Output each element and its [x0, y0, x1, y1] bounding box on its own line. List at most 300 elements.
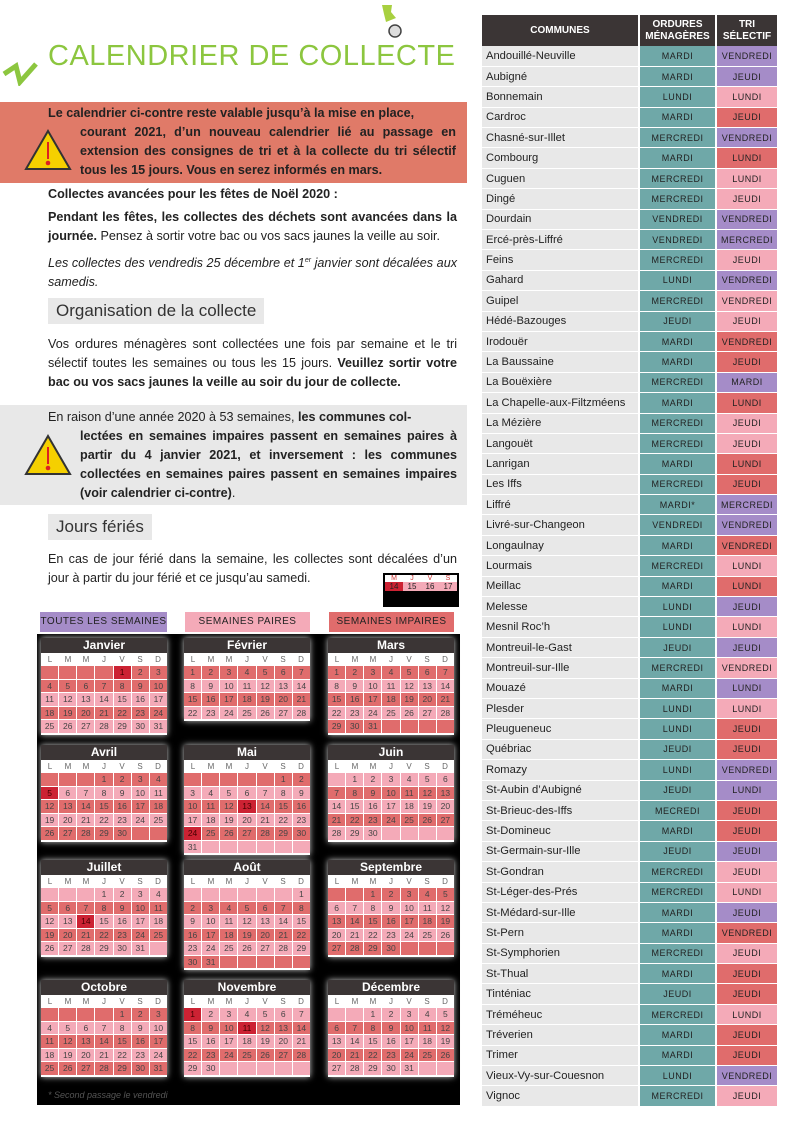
table-row: [482, 535, 778, 555]
tri-day: LUNDI: [716, 556, 778, 576]
noel-italic: [48, 251, 457, 292]
day-cell: 30: [184, 956, 201, 969]
mini-day: M: [391, 575, 397, 582]
day-cell: 6: [257, 902, 274, 915]
month-name: Juin: [328, 745, 454, 760]
day-cell: 11: [419, 1022, 436, 1035]
day-cell: 14: [95, 693, 112, 706]
day-cell: 30: [114, 827, 131, 840]
day-cell: 19: [41, 929, 58, 942]
day-cell: 26: [257, 1049, 274, 1062]
day-cell: 21: [95, 707, 112, 720]
day-cell: 22: [364, 929, 381, 942]
day-header: M: [207, 997, 215, 1006]
day-cell: 9: [132, 1022, 149, 1035]
table-row: [482, 454, 778, 474]
day-cell: 13: [419, 680, 436, 693]
ordures-day: MARDI: [639, 678, 716, 698]
day-cell: 10: [132, 902, 149, 915]
ordures-day: MERCREDI: [639, 862, 716, 882]
day-cell: 12: [41, 915, 58, 928]
day-cell: 26: [257, 707, 274, 720]
ordures-day: LUNDI: [639, 270, 716, 290]
day-cell: 2: [114, 773, 131, 786]
day-header: M: [351, 877, 359, 886]
day-cell: [77, 1008, 94, 1021]
day-cell: 9: [202, 680, 219, 693]
day-cell: 8: [364, 1022, 381, 1035]
day-cell: 3: [364, 666, 381, 679]
day-cell: 12: [41, 800, 58, 813]
day-cell: [293, 841, 310, 854]
day-header: D: [155, 997, 161, 1006]
noel-text: [48, 208, 457, 246]
day-header: S: [424, 877, 430, 886]
day-cell: 1: [346, 773, 363, 786]
day-cell: 16: [114, 915, 131, 928]
day-cell: 24: [132, 814, 149, 827]
day-cell: 9: [293, 787, 310, 800]
commune-name: Andouillé-Neuville: [482, 46, 639, 66]
day-header: M: [207, 655, 215, 664]
day-cell: [202, 888, 219, 901]
day-header: S: [280, 997, 286, 1006]
ordures-day: MERCREDI: [639, 372, 716, 392]
day-cell: 16: [184, 929, 201, 942]
ordures-day: MARDI: [639, 576, 716, 596]
day-cell: [437, 1062, 454, 1075]
day-cell: 3: [401, 1008, 418, 1021]
day-cell: [220, 956, 237, 969]
day-cell: 29: [293, 942, 310, 955]
day-cell: 21: [77, 814, 94, 827]
day-cell: 4: [238, 1008, 255, 1021]
day-cell: 28: [95, 1062, 112, 1075]
day-cell: [346, 888, 363, 901]
day-cell: [401, 827, 418, 840]
table-row: [482, 862, 778, 882]
ordures-day: MARDI: [639, 454, 716, 474]
table-row: [482, 637, 778, 657]
day-cell: 13: [257, 915, 274, 928]
commune-name: Guipel: [482, 291, 639, 311]
day-header: V: [119, 997, 125, 1006]
table-row: [482, 1025, 778, 1045]
day-cell: 28: [346, 942, 363, 955]
day-cell: 18: [401, 800, 418, 813]
day-cell: 19: [59, 707, 76, 720]
month-name: Février: [184, 638, 310, 653]
day-cell: 28: [77, 942, 94, 955]
day-header: L: [47, 762, 53, 771]
day-cell: 12: [437, 1022, 454, 1035]
ordures-day: JEUDI: [639, 739, 716, 759]
day-cell: 16: [382, 915, 399, 928]
day-cell: 22: [114, 1049, 131, 1062]
day-cell: 19: [238, 929, 255, 942]
day-header: S: [424, 655, 430, 664]
day-cell: 30: [364, 827, 381, 840]
ordures-day: VENDREDI: [639, 230, 716, 250]
day-cell: 28: [275, 942, 292, 955]
table-row: [482, 576, 778, 596]
table-row: [482, 902, 778, 922]
day-cell: 21: [77, 929, 94, 942]
tri-day: JEUDI: [716, 352, 778, 372]
day-cell: 29: [114, 1062, 131, 1075]
day-cell: 8: [184, 1022, 201, 1035]
ordures-day: MERCREDI: [639, 189, 716, 209]
table-row: [482, 107, 778, 127]
day-cell: 10: [382, 787, 399, 800]
day-header: V: [262, 877, 268, 886]
day-header: L: [47, 655, 53, 664]
day-cell: 22: [95, 929, 112, 942]
day-cell: [77, 666, 94, 679]
day-cell: [293, 956, 310, 969]
day-header: J: [245, 655, 249, 664]
day-cell: 19: [257, 693, 274, 706]
day-header: L: [47, 997, 53, 1006]
day-cell: 5: [257, 1008, 274, 1021]
day-cell: 11: [419, 902, 436, 915]
day-cell: 6: [238, 787, 255, 800]
table-row: [482, 943, 778, 963]
commune-name: La Baussaine: [482, 352, 639, 372]
day-cell: [95, 1008, 112, 1021]
day-cell: 25: [202, 827, 219, 840]
day-header: J: [245, 877, 249, 886]
tri-day: LUNDI: [716, 780, 778, 800]
tri-day: JEUDI: [716, 311, 778, 331]
noel-heading: Collectes avancées pour les fêtes de Noël 2020 :: [48, 187, 338, 201]
day-cell: 6: [328, 1022, 345, 1035]
commune-name: St-Germain-sur-Ille: [482, 841, 639, 861]
table-row: [482, 168, 778, 188]
month-name: Avril: [41, 745, 167, 760]
day-cell: 27: [59, 827, 76, 840]
day-cell: 23: [114, 929, 131, 942]
day-header: L: [190, 997, 196, 1006]
day-cell: 21: [328, 814, 345, 827]
day-cell: 26: [437, 1049, 454, 1062]
ordures-day: LUNDI: [639, 719, 716, 739]
tri-day: LUNDI: [716, 699, 778, 719]
ordures-day: MARDI*: [639, 495, 716, 515]
day-cell: 17: [382, 800, 399, 813]
day-cell: 3: [220, 666, 237, 679]
mini-num: 17: [439, 582, 457, 591]
day-cell: [275, 1062, 292, 1075]
month-0: [41, 638, 167, 735]
commune-name: Combourg: [482, 148, 639, 168]
tri-day: JEUDI: [716, 800, 778, 820]
day-cell: 30: [293, 827, 310, 840]
day-cell: 3: [382, 773, 399, 786]
tri-day: LUNDI: [716, 1004, 778, 1024]
ordures-day: JEUDI: [639, 637, 716, 657]
commune-name: St-Domineuc: [482, 821, 639, 841]
organisation-normal: Vos ordures ménagères sont collectées une fois par semaine et le tri sélectif toutes les semaines ou tous les 15 jours.: [48, 337, 457, 370]
day-cell: 10: [364, 680, 381, 693]
day-cell: 21: [95, 1049, 112, 1062]
day-cell: 20: [275, 1035, 292, 1048]
warning-text-first: Le calendrier ci-contre reste valable jusqu’à la mise en place,: [48, 106, 415, 120]
table-row: [482, 617, 778, 637]
feries-text: En cas de jour férié dans la semaine, les collectes sont décalées d’un jour à partir du jour férié et ce jusqu’au samedi.: [48, 552, 457, 585]
day-header: L: [47, 877, 53, 886]
day-cell: 23: [132, 1049, 149, 1062]
day-cell: 25: [41, 720, 58, 733]
day-cell: 23: [114, 814, 131, 827]
tri-day: LUNDI: [716, 87, 778, 107]
day-cell: [275, 888, 292, 901]
table-row: [482, 413, 778, 433]
ordures-day: MERCREDI: [639, 128, 716, 148]
day-cell: 17: [220, 693, 237, 706]
day-cell: 12: [59, 693, 76, 706]
day-cell: 4: [41, 680, 58, 693]
day-cell: [220, 1062, 237, 1075]
day-cell: 2: [202, 666, 219, 679]
month-name: Novembre: [184, 980, 310, 995]
day-header: V: [262, 762, 268, 771]
day-cell: 27: [77, 720, 94, 733]
day-cell: 22: [95, 814, 112, 827]
day-cell: 7: [437, 666, 454, 679]
ordures-day: JEUDI: [639, 780, 716, 800]
day-cell: 14: [275, 915, 292, 928]
day-cell: 13: [437, 787, 454, 800]
table-row: [482, 1045, 778, 1065]
day-cell: 20: [59, 929, 76, 942]
month-7: [184, 860, 310, 970]
day-cell: 1: [184, 1008, 201, 1021]
day-cell: 24: [401, 929, 418, 942]
mini-num: 16: [421, 582, 439, 591]
tri-day: JEUDI: [716, 719, 778, 739]
day-cell: 22: [328, 707, 345, 720]
ordures-day: MERCREDI: [639, 943, 716, 963]
tri-day: VENDREDI: [716, 658, 778, 678]
section-organisation-heading: Organisation de la collecte: [48, 298, 264, 324]
commune-name: Romazy: [482, 760, 639, 780]
commune-name: Dourdain: [482, 209, 639, 229]
ordures-day: MARDI: [639, 1045, 716, 1065]
day-cell: 28: [77, 827, 94, 840]
day-cell: 25: [419, 1049, 436, 1062]
day-cell: 26: [59, 1062, 76, 1075]
day-cell: 28: [437, 707, 454, 720]
day-cell: 9: [184, 915, 201, 928]
tri-day: MERCREDI: [716, 230, 778, 250]
ordures-day: MERCREDI: [639, 474, 716, 494]
day-cell: 22: [184, 707, 201, 720]
day-cell: 4: [41, 1022, 58, 1035]
day-cell: 29: [364, 1062, 381, 1075]
day-cell: 3: [184, 787, 201, 800]
day-cell: [401, 942, 418, 955]
day-cell: [77, 773, 94, 786]
day-header: J: [245, 762, 249, 771]
day-cell: 9: [346, 680, 363, 693]
day-header: V: [406, 997, 412, 1006]
commune-name: St-Médard-sur-Ille: [482, 902, 639, 922]
table-row: [482, 372, 778, 392]
day-cell: 31: [150, 720, 167, 733]
table-row: [482, 250, 778, 270]
noel-italic-a: Les collectes des vendredis 25 décembre et 1: [48, 256, 305, 271]
commune-name: Lourmais: [482, 556, 639, 576]
tri-day: LUNDI: [716, 454, 778, 474]
day-cell: 9: [364, 787, 381, 800]
day-cell: 27: [328, 1062, 345, 1075]
day-cell: 20: [238, 814, 255, 827]
ordures-day: LUNDI: [639, 699, 716, 719]
day-cell: 2: [382, 888, 399, 901]
day-cell: 1: [364, 888, 381, 901]
day-header: J: [389, 877, 393, 886]
table-row: [482, 780, 778, 800]
day-cell: 10: [150, 680, 167, 693]
day-header: V: [262, 997, 268, 1006]
day-cell: [184, 773, 201, 786]
day-cell: 4: [238, 666, 255, 679]
day-cell: 24: [220, 707, 237, 720]
pushpin-icon: [378, 2, 408, 40]
month-name: Août: [184, 860, 310, 875]
day-header: S: [280, 655, 286, 664]
day-header: D: [155, 762, 161, 771]
table-row: [482, 209, 778, 229]
noel-sup: er: [304, 257, 312, 264]
commune-name: Chasné-sur-Illet: [482, 128, 639, 148]
day-cell: 4: [382, 666, 399, 679]
day-cell: 22: [275, 814, 292, 827]
day-header: L: [334, 762, 340, 771]
day-header: M: [225, 877, 233, 886]
month-name: Octobre: [41, 980, 167, 995]
day-cell: 21: [275, 929, 292, 942]
day-cell: [293, 1062, 310, 1075]
day-header: M: [351, 997, 359, 1006]
commune-name: Lanrigan: [482, 454, 639, 474]
ordures-day: MARDI: [639, 66, 716, 86]
day-cell: 20: [77, 707, 94, 720]
day-cell: 1: [95, 888, 112, 901]
warning2-normal: En raison d’une année 2020 à 53 semaines,: [48, 410, 298, 424]
day-cell: 22: [364, 1049, 381, 1062]
day-cell: [95, 666, 112, 679]
day-cell: 2: [364, 773, 381, 786]
organisation-bold: Veuillez sortir votre bac ou vos sacs jaunes la veille au soir du jour de collecte.: [48, 356, 457, 389]
day-cell: 25: [238, 707, 255, 720]
day-cell: [275, 956, 292, 969]
ordures-day: MARDI: [639, 107, 716, 127]
day-cell: 1: [114, 1008, 131, 1021]
day-cell: 17: [220, 1035, 237, 1048]
day-cell: 31: [202, 956, 219, 969]
day-cell: 11: [238, 1022, 255, 1035]
month-1: [184, 638, 310, 721]
day-cell: 20: [328, 1049, 345, 1062]
table-row: [482, 46, 778, 66]
table-row: [482, 515, 778, 535]
day-cell: 15: [95, 800, 112, 813]
day-cell: 19: [419, 800, 436, 813]
day-cell: 4: [419, 1008, 436, 1021]
day-cell: 26: [41, 827, 58, 840]
day-cell: 26: [59, 720, 76, 733]
day-cell: 9: [382, 1022, 399, 1035]
table-row: [482, 658, 778, 678]
day-cell: 5: [238, 902, 255, 915]
day-cell: 12: [401, 680, 418, 693]
table-row: [482, 331, 778, 351]
day-cell: [328, 1008, 345, 1021]
month-name: Septembre: [328, 860, 454, 875]
day-cell: 13: [328, 1035, 345, 1048]
day-cell: 17: [184, 814, 201, 827]
day-cell: 23: [382, 929, 399, 942]
day-cell: 10: [401, 1022, 418, 1035]
day-cell: 6: [59, 787, 76, 800]
day-cell: 16: [114, 800, 131, 813]
day-cell: [238, 888, 255, 901]
day-cell: 12: [220, 800, 237, 813]
day-cell: 13: [59, 800, 76, 813]
tri-day: JEUDI: [716, 189, 778, 209]
day-cell: 13: [275, 680, 292, 693]
day-cell: 9: [114, 787, 131, 800]
day-header: S: [137, 997, 143, 1006]
day-cell: 8: [293, 902, 310, 915]
day-cell: 2: [132, 1008, 149, 1021]
tri-day: VENDREDI: [716, 270, 778, 290]
tri-day: LUNDI: [716, 148, 778, 168]
day-cell: 25: [419, 929, 436, 942]
day-cell: [419, 827, 436, 840]
day-cell: 13: [275, 1022, 292, 1035]
day-cell: [401, 720, 418, 733]
commune-name: St-Brieuc-des-Iffs: [482, 800, 639, 820]
tri-day: MERCREDI: [716, 495, 778, 515]
day-cell: 26: [437, 929, 454, 942]
day-header: D: [155, 655, 161, 664]
legend-even-weeks: SEMAINES PAIRES: [185, 612, 310, 632]
table-row: [482, 433, 778, 453]
day-cell: 12: [437, 902, 454, 915]
tri-day: JEUDI: [716, 1025, 778, 1045]
day-cell: 20: [257, 929, 274, 942]
day-cell: 18: [150, 915, 167, 928]
header-ordures: ORDURES MÉNAGÈRES: [639, 15, 716, 46]
tri-day: VENDREDI: [716, 331, 778, 351]
table-row: [482, 678, 778, 698]
day-header: M: [82, 997, 90, 1006]
day-cell: 8: [95, 902, 112, 915]
day-cell: 2: [202, 1008, 219, 1021]
day-cell: 7: [328, 787, 345, 800]
day-cell: [437, 942, 454, 955]
day-cell: 4: [419, 888, 436, 901]
month-10: [184, 980, 310, 1077]
day-cell: 28: [293, 1049, 310, 1062]
tri-day: JEUDI: [716, 943, 778, 963]
day-cell: [257, 773, 274, 786]
day-header: M: [225, 997, 233, 1006]
day-cell: 1: [114, 666, 131, 679]
